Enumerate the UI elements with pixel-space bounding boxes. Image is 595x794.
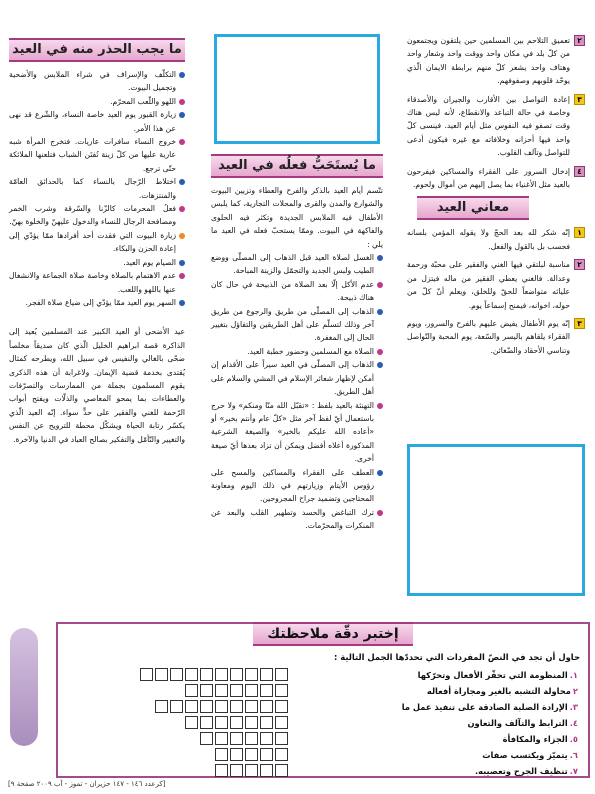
bullet-text: اللهو واللّعب المحرّم. [110,96,176,106]
bullet-dot-icon [179,206,185,212]
bullet-text: زيارة البيوت التي فقدت أحد أفرادها ممّا يؤدّي إلى إعادة الحزن والبكاء. [9,230,176,254]
bullet-text: زيارة القبور يوم العيد خاصة النساء، والشّرع قد نهى عن هذا الأمر. [9,110,176,133]
bullet-item [211,345,383,358]
bullet-item [9,269,185,296]
quiz-question [418,668,578,682]
answer-cell[interactable] [275,700,288,713]
answer-cell[interactable] [275,668,288,681]
recommended-heading: ما يُستَحَبُّ فعلُه في العيد [211,154,383,178]
middle-column [211,150,383,533]
quiz-question-text: المنظومة التي تحقّر الأفعال وتحرّكها [417,670,568,680]
bullet-dot-icon [179,139,185,145]
quiz-question [467,716,578,730]
answer-cell[interactable] [215,764,228,777]
numbered-item [407,34,585,88]
answer-cell[interactable] [215,716,228,729]
quiz-question-number: ٦. [569,750,578,760]
answer-cell[interactable] [200,668,213,681]
numbered-item [407,226,585,253]
item-number-badge: ٤ [574,166,585,177]
answer-grid [185,684,288,697]
bullet-dot-icon [179,112,185,118]
answer-cell[interactable] [245,748,258,761]
bullet-dot-icon [377,510,383,516]
item-number-badge: ٢ [574,35,585,46]
answer-cell[interactable] [230,732,243,745]
item-text: إدخال السرور على الفقراء والمساكين فيفرحون بالعيد مثل الأغنياء بما يصل إليهم من أموال ولحوم. [407,166,570,190]
answer-cell[interactable] [215,748,228,761]
quiz-question [503,732,578,746]
image-frame-top [214,34,380,144]
item-text: إعادة التواصل بين الأقارب والجيران والأصدقاء وخاصة في حالة التباعد والانقطاع، لأنه ليس هناك وقت تصفو فيه النفوس مثل أيام العيد. فينسى كلّ واحد فيها أحزانه وخلافاته مع غيره فيكون أدعى للتواصل وتآلف القلوب. [407,94,570,158]
avoid-list [9,68,185,309]
answer-cell[interactable] [230,684,243,697]
bullet-text: الصلاة مع المسلمين وحضور خطبة العيد. [247,346,374,356]
bullet-text: خروج النساء سافرات عاريات. فتخرج المرأة شبه عارية عليها من كلّ زينة تُفتَن الشباب فتلعنها الملائكة حتّى ترجع. [9,137,176,173]
answer-cell[interactable] [260,668,273,681]
bullet-text: التكلّف والإسراف في شراء الملابس والأضحية وتجميل البيوت. [9,70,176,93]
bullet-text: الذهاب إلى المصلّى في العيد سيراً على الأقدام إن أمكن لإظهار شعائر الإسلام في المشي والسلام على أهل الطريق. [211,360,374,397]
item-text: إنّه يوم الأطفال يفيض عليهم بالفرح والسرور، ويوم الفقراء يلقاهم باليسر والسّعة، يوم المحبة والتّواصل وتناسي الأحقاد والضّغائن. [407,318,570,355]
answer-cell[interactable] [245,700,258,713]
bullet-dot-icon [179,99,185,105]
bullet-dot-icon [377,362,383,368]
answer-grid [140,668,288,681]
quiz-question-number: ٥. [569,734,578,744]
quiz-question [482,748,578,762]
bullet-dot-icon [179,233,185,239]
bullet-dot-icon [179,300,185,306]
answer-cell[interactable] [230,748,243,761]
bullet-item [9,135,185,175]
right-column [407,34,585,362]
bullet-item [9,108,185,135]
answer-grid [215,748,288,761]
answer-cell[interactable] [155,668,168,681]
answer-cell[interactable] [215,668,228,681]
answer-cell[interactable] [245,668,258,681]
answer-cell[interactable] [245,684,258,697]
avoid-heading: ما يجب الحذر منه في العيد [9,38,185,62]
bullet-text: فعلُ المحرمات كالزّنا والسّرقة وشرب الخمر ومصافحة الرجال للنساء والدخول عليهنّ والخلوة بهنّ. [9,204,176,227]
answer-cell[interactable] [185,700,198,713]
quiz-question-text: الجزاء والمكافأة [502,734,568,744]
answer-cell[interactable] [275,748,288,761]
numbered-item [407,317,585,357]
bullet-text: اختلاط الرّجال بالنساء كما بالحدائق العامّة والمنتزهات. [9,177,176,200]
page-footer: [كرعدد ١٤٦ - ١٤٧ حزيران - تموز - آب ٢٠٠٩ صفحة ٩] [8,780,166,788]
item-number-badge: ١ [574,227,585,238]
bullet-dot-icon [377,282,383,288]
bullet-item [9,175,185,202]
answer-cell[interactable] [155,700,168,713]
bullet-text: الغسل لصلاة العيد قبل الذهاب إلى المصلّى ووضع الطيب ولبس الجديد والتجمّل والزينة المباحة. [211,253,374,276]
answer-cell[interactable] [200,732,213,745]
quiz-question [402,700,578,714]
answer-grid [215,764,288,777]
answer-cell[interactable] [230,716,243,729]
bullet-item [9,256,185,269]
answer-cell[interactable] [185,716,198,729]
item-text: إنّه شكر لله بعد الحجّ ولا يقوله المؤمن بلسانه فحسب بل بالقول والفعل. [407,228,570,251]
bullet-item [9,202,185,229]
recommended-intro: تتّسم أيام العيد بالذكر والفرح والعطاء وتزيين البيوت والشوارع والمدن والقرى والمحلات التجارية، كما يلبس الأطفال فيه الملابس الجديدة وتكثر فيه الحلوى والفاكهة في البيوت. وممّا يستحبّ فعله في العيد ما يلي : [211,186,383,249]
answer-cell[interactable] [245,764,258,777]
answer-cell[interactable] [260,764,273,777]
bullet-dot-icon [377,349,383,355]
quiz-question-text: الإرادة الصلبة الصادقة على تنفيذ عمل ما [401,702,568,712]
answer-grid [155,700,288,713]
answer-cell[interactable] [260,716,273,729]
bullet-text: الصيام يوم العيد. [123,257,176,267]
bullet-text: عدم الأكل إلّا بعد الصلاة من الذبيحة في حال كان هناك ذبيحة. [211,279,374,303]
answer-cell[interactable] [275,732,288,745]
quiz-question-number: ٣. [569,702,578,712]
quiz-question-text: تنظيف الجرح وتعصيبه. [474,766,568,776]
bullet-item [9,296,185,309]
bullet-dot-icon [377,470,383,476]
answer-cell[interactable] [245,732,258,745]
bullet-dot-icon [377,309,383,315]
quiz-question-number: ٧. [569,766,578,776]
bullet-dot-icon [179,273,185,279]
answer-cell[interactable] [215,684,228,697]
item-number-badge: ٣ [574,318,585,329]
answer-cell[interactable] [275,716,288,729]
quiz-instruction: حاول أن تجد في النصّ المفردات التي تحددّها الجمل التالية : [333,652,580,662]
recommended-list [211,251,383,533]
bullet-text: السهر يوم العيد ممّا يؤدّي إلى ضياع صلاة الفجر. [25,297,176,307]
answer-cell[interactable] [170,668,183,681]
answer-cell[interactable] [260,732,273,745]
answer-cell[interactable] [185,684,198,697]
answer-cell[interactable] [200,700,213,713]
answer-cell[interactable] [275,684,288,697]
answer-cell[interactable] [140,668,153,681]
bullet-item [211,506,383,533]
quiz-question [475,764,578,778]
bullet-item [9,229,185,256]
left-column [9,34,185,446]
quiz-question-number: ٢ [572,686,578,696]
bullet-item [211,399,383,466]
quiz-question-number: ١. [569,670,578,680]
answer-cell[interactable] [275,764,288,777]
item-text: تعميق التلاحم بين المسلمين حين يلتقون ويجتمعون من كلّ بلد في مكان واحد ووقت واحد وشعار واحد وهتاف واحد يشعر كلّ منهم برابطة الايمان الّذي يوحّد قلوبهم وصفوفهم. [407,36,570,86]
quiz-question-text: يتميّز ويكتسب صفات [482,750,568,760]
answer-cell[interactable] [185,668,198,681]
answer-cell[interactable] [260,700,273,713]
quiz-question-text: محاولة التشبه بالغير ومجاراة أفعاله [426,686,571,696]
bullet-item [211,251,383,278]
bullet-item [9,95,185,108]
bullet-item [211,358,383,398]
answer-cell[interactable] [200,684,213,697]
bullet-dot-icon [179,260,185,266]
meaning-heading: معاني العيد [417,196,529,220]
bullet-item [211,305,383,345]
answer-cell[interactable] [215,732,228,745]
bullet-dot-icon [377,255,383,261]
numbered-item [407,258,585,312]
bullet-text: ترك التباغض والحسد وتطهير القلب والبعد عن المنكرات والمحرّمات. [211,507,374,531]
item-number-badge: ٢ [574,259,585,270]
quiz-question [427,684,578,698]
bullet-dot-icon [179,72,185,78]
answer-cell[interactable] [200,716,213,729]
right-items-top [407,34,585,191]
item-number-badge: ٣ [574,94,585,105]
answer-cell[interactable] [170,700,183,713]
bullet-item [211,466,383,506]
answer-grid [185,716,288,729]
bullet-text: العطف على الفقراء والمساكين والمسح على رؤوس الأيتام وزيارتهم في ذلك اليوم ومعاونة المحتاجين وتضميد جراح المجروحين. [211,467,374,504]
answer-cell[interactable] [260,684,273,697]
bullet-item [9,68,185,95]
eid-paragraph: عيد الأضحى أو العيد الكبير عند المسلمين يُعيد إلى الذاكرة قصة ابراهيم الخليل الّذي كان صديقاً مخلصاً ضحّى بالغالي والنفيس في سبيل الله، ويطرحه كمثال يُقتدى بخدمة قضية الإيمان. ولاغرابة أن هذه الذكرى يقوم المسلمون بجملة من الممارسات والتصرّفات والعطاءات بما يمحو المعاصي والذلّات ويفتح أبواب الرّحمة للغني والفقير على حدٍّ سواء. إنّه العيد الّذي يكسّر رتابة الحياة ويشكّل محطة للترويح عن النفس والتغيير والتّأمّل والتفكير بصالح العباد في الدنيا والآخرة. [9,327,185,444]
decorative-bubble [10,628,38,746]
bullet-dot-icon [179,179,185,185]
quiz-question-number: ٤. [569,718,578,728]
quiz-question-text: الترابط والتآلف والتعاون [467,718,568,728]
answer-cell[interactable] [230,700,243,713]
answer-grid [200,732,288,745]
bullet-dot-icon [377,403,383,409]
item-text: مناسبة لبلتقي فيها الغني والفقير على محبّة ورحمة وعدالة. فالغني يعطي الفقير من ماله فيتزل من عليائه متواضعاً للحقّ وللخلق، ويعلم أنّ كلّ من حوله، اخوانه، فيمنح إسماعاً يوم. [407,260,570,310]
numbered-item [407,93,585,160]
answer-cell[interactable] [215,700,228,713]
answer-cell[interactable] [230,668,243,681]
image-frame-right [407,444,585,596]
answer-cell[interactable] [245,716,258,729]
quiz-box [56,622,590,778]
bullet-text: عدم الاهتمام بالصلاة وخاصة صلاة الجماعة والانشغال عنها باللهو واللعب. [9,271,176,294]
numbered-item [407,165,585,192]
bullet-text: الذهاب إلى المصلّى من طريق والرجوع من طريق آخر وذلك لتسلّم على أهل الطريقين والتفاؤل بتغيير الحال إلى المغفرة. [211,306,374,343]
answer-cell[interactable] [230,764,243,777]
quiz-title: إختبر دقّة ملاحظتك [253,622,413,646]
bullet-text: التهنئة بالعيد بلفظ : «تقبّل الله منّا ومنكم» ولا حرج باستعمال أيّ لفظ آخر مثل «كلّ عام وأنتم بخير» أو «أعاده الله عليكم بالخير» والصيغة الشرعية المذكورة أعلاه أفضل ويمكن أن تزاد بعدها أيّ صيغة أخرى. [211,400,374,464]
bullet-item [211,278,383,305]
answer-cell[interactable] [260,748,273,761]
right-items-bottom [407,226,585,357]
